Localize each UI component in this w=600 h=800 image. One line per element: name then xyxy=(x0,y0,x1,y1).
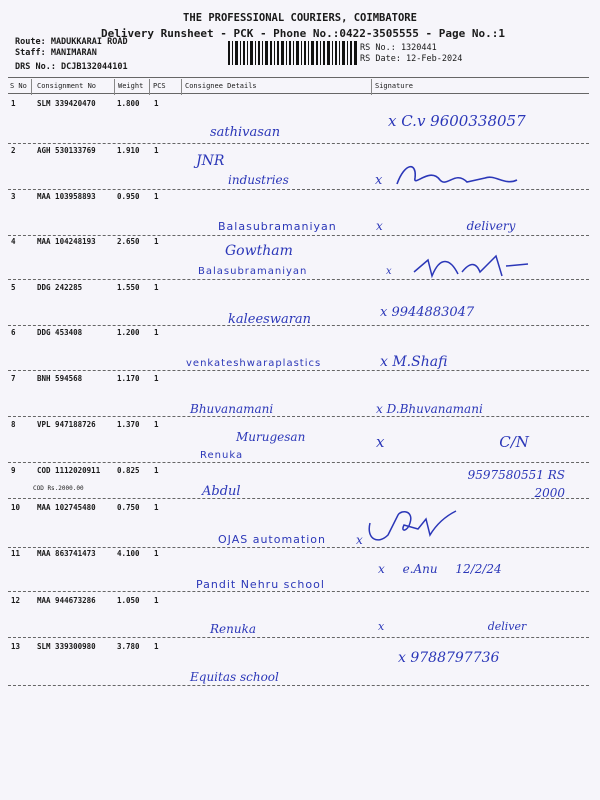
row-consignee-extra: Murugesan xyxy=(236,430,306,444)
row-pcs: 1 xyxy=(154,596,159,605)
row-consignee: Abdul xyxy=(202,484,241,499)
row-sno: 11 xyxy=(11,549,21,558)
row-sno: 2 xyxy=(11,146,16,155)
row-divider xyxy=(8,325,589,326)
rs-date: RS Date: 12-Feb-2024 xyxy=(360,54,463,64)
col-divider xyxy=(149,79,150,95)
row-pcs: 1 xyxy=(154,283,159,292)
col-consignee: Consignee Details xyxy=(185,82,257,90)
cod-note: COD Rs.2000.00 xyxy=(33,485,84,492)
row-divider xyxy=(8,591,589,592)
row-consignee: Renuka xyxy=(210,622,257,636)
row-divider xyxy=(8,279,589,280)
row-pcs: 1 xyxy=(154,192,159,201)
row-divider xyxy=(8,370,589,371)
row-sno: 12 xyxy=(11,596,21,605)
row-divider xyxy=(8,462,589,463)
route: Route: MADUKKARAI ROAD xyxy=(15,37,128,47)
row-consignment: MAA 103958893 xyxy=(37,192,96,201)
col-signature: Signature xyxy=(375,82,413,90)
row-consignment: MAA 104248193 xyxy=(37,237,96,246)
row-sno: 13 xyxy=(11,642,21,651)
signature-scribble-icon xyxy=(364,505,464,550)
col-pcs: PCS xyxy=(153,82,166,90)
staff: Staff: MANIMARAN xyxy=(15,48,97,58)
row-divider xyxy=(8,416,589,417)
row-signature: x 9944883047 xyxy=(380,305,475,320)
row-consignment: MAA 944673286 xyxy=(37,596,96,605)
row-consignment: DDG 242285 xyxy=(37,283,83,292)
row-weight: 2.650 xyxy=(117,237,140,246)
col-divider xyxy=(114,79,115,95)
col-divider xyxy=(31,79,32,95)
row-signature: x deliver xyxy=(378,620,527,633)
row-pcs: 1 xyxy=(154,328,159,337)
row-signature: x 9788797736 xyxy=(398,650,500,666)
row-pcs: 1 xyxy=(154,466,159,475)
row-weight: 1.910 xyxy=(117,146,140,155)
signature-scribble-icon xyxy=(410,252,530,282)
row-pcs: 1 xyxy=(154,549,159,558)
col-divider xyxy=(181,79,182,95)
col-consignment: Consignment No xyxy=(37,82,97,90)
row-weight: 1.550 xyxy=(117,283,140,292)
row-divider xyxy=(8,143,589,144)
row-divider xyxy=(8,189,589,190)
row-consignee-extra: Gowtham xyxy=(225,243,293,259)
row-pcs: 1 xyxy=(154,503,159,512)
row-sno: 10 xyxy=(11,503,21,512)
row-signature: x xyxy=(356,533,363,547)
row-consignment: MAA 102745480 xyxy=(37,503,96,512)
row-consignment: BNH 594568 xyxy=(37,374,83,383)
row-consignee: sathivasan xyxy=(210,125,281,140)
rs-number: RS No.: 1320441 xyxy=(360,43,437,53)
row-weight: 0.825 xyxy=(117,466,140,475)
row-sno: 9 xyxy=(11,466,16,475)
row-divider xyxy=(8,547,589,548)
row-sno: 6 xyxy=(11,328,16,337)
row-signature: x xyxy=(375,173,383,188)
row-consignee: Bhuvanamani xyxy=(190,402,274,416)
row-pcs: 1 xyxy=(154,237,159,246)
row-sno: 1 xyxy=(11,99,16,108)
row-weight: 4.100 xyxy=(117,549,140,558)
row-consignee: kaleeswaran xyxy=(228,312,312,327)
row-consignment: SLM 339420470 xyxy=(37,99,96,108)
row-consignee: Balasubramaniyan xyxy=(198,266,308,277)
row-consignee: Equitas school xyxy=(190,670,279,684)
row-signature: x xyxy=(386,266,392,277)
drs-number: DRS No.: DCJB132044101 xyxy=(15,62,128,72)
row-consignee: venkateshwaraplastics xyxy=(186,358,322,369)
row-consignment: DDG 453408 xyxy=(37,328,83,337)
row-consignee: Renuka xyxy=(200,450,244,461)
row-sno: 5 xyxy=(11,283,16,292)
row-weight: 1.170 xyxy=(117,374,140,383)
row-consignment: VPL 947188726 xyxy=(37,420,96,429)
row-consignment: MAA 863741473 xyxy=(37,549,96,558)
col-sno: S No xyxy=(10,82,27,90)
row-pcs: 1 xyxy=(154,642,159,651)
row-signature: x M.Shafi xyxy=(380,354,448,370)
row-weight: 3.780 xyxy=(117,642,140,651)
signature-scribble-icon xyxy=(395,160,520,192)
row-consignment: SLM 339300980 xyxy=(37,642,96,651)
company-title: THE PROFESSIONAL COURIERS, COIMBATORE xyxy=(183,12,417,24)
row-sno: 4 xyxy=(11,237,16,246)
row-signature: x e.Anu 12/2/24 xyxy=(378,562,502,576)
row-divider xyxy=(8,685,589,686)
row-weight: 1.200 xyxy=(117,328,140,337)
row-consignee: Balasubramaniyan xyxy=(218,220,337,233)
runsheet-subtitle: Delivery Runsheet - PCK - Phone No.:0422-3505555 - Page No.:1 xyxy=(101,27,505,40)
row-consignee: industries xyxy=(228,173,289,187)
row-pcs: 1 xyxy=(154,374,159,383)
row-signature: x C.v 9600338057 xyxy=(388,112,526,130)
row-weight: 1.800 xyxy=(117,99,140,108)
row-signature: 9597580551 RS 2000 xyxy=(467,468,565,500)
col-weight: Weight xyxy=(118,82,144,90)
barcode-icon xyxy=(228,41,357,65)
row-consignment: AGH 530133769 xyxy=(37,146,96,155)
row-consignee-extra: JNR xyxy=(196,153,225,169)
row-divider xyxy=(8,498,589,499)
row-sno: 3 xyxy=(11,192,16,201)
row-weight: 0.950 xyxy=(117,192,140,201)
row-divider xyxy=(8,637,589,638)
row-consignment: COD 1112020911 xyxy=(37,466,101,475)
col-divider xyxy=(371,79,372,95)
row-consignee: OJAS automation xyxy=(218,533,326,546)
row-pcs: 1 xyxy=(154,146,159,155)
table-top-rule xyxy=(8,77,589,78)
row-weight: 1.050 xyxy=(117,596,140,605)
row-weight: 1.370 xyxy=(117,420,140,429)
row-signature: x delivery xyxy=(376,219,516,233)
row-weight: 0.750 xyxy=(117,503,140,512)
row-pcs: 1 xyxy=(154,99,159,108)
row-signature: x C/N xyxy=(376,433,529,451)
row-sno: 7 xyxy=(11,374,16,383)
row-consignee: Pandit Nehru school xyxy=(196,578,325,591)
table-header-rule xyxy=(8,93,589,94)
row-sno: 8 xyxy=(11,420,16,429)
row-pcs: 1 xyxy=(154,420,159,429)
row-signature: x D.Bhuvanamani xyxy=(376,402,483,416)
row-divider xyxy=(8,235,589,236)
